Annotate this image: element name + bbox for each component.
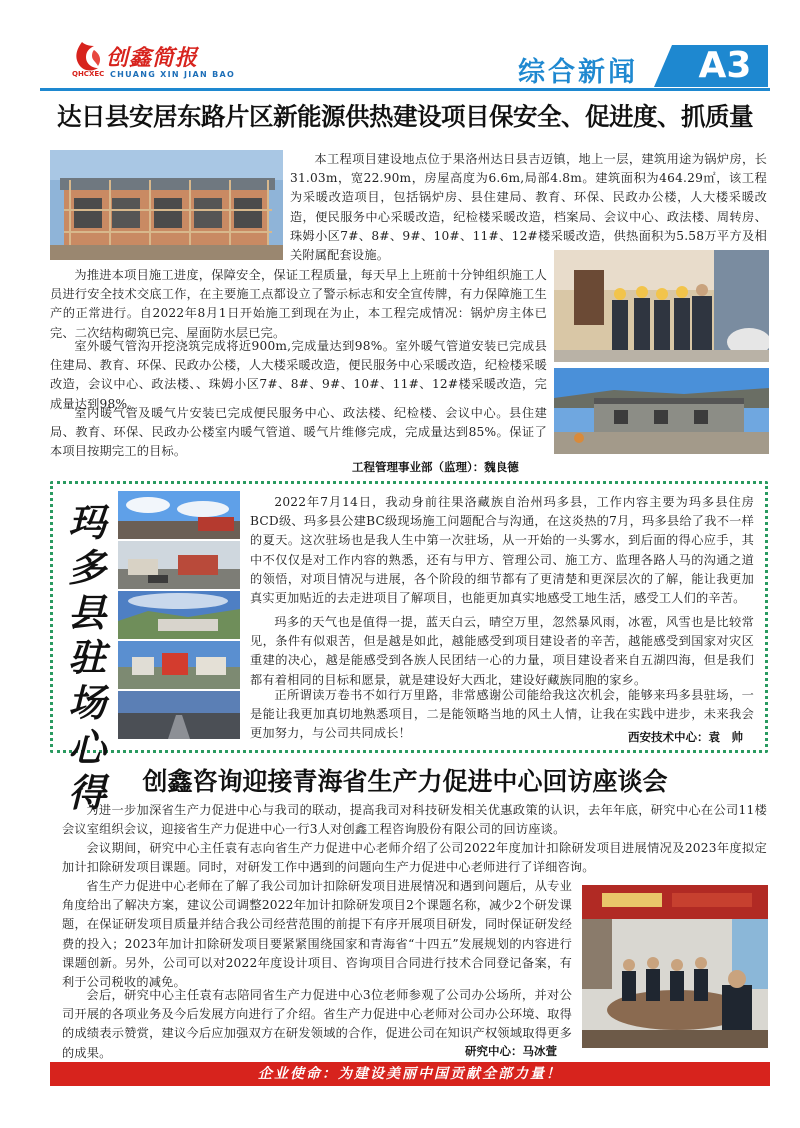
logo-name: 创鑫简报 xyxy=(106,45,199,71)
article3-paragraph-4: 会后，研究中心主任袁有志陪同省生产力促进中心3位老师参观了公司办公场所，并对公司开展的各项业务及今后发展方向进行了介绍。省生产力促进中心老师对公司办公环境、取得的成绩表示赞赏，建议今后应加强双方在研发领域的合作，促进公司在知识产权领域取得更多的成果。 xyxy=(62,988,572,1060)
side-title-char: 多 xyxy=(67,545,106,590)
masthead xyxy=(0,0,800,92)
article1-title: 达日县安居东路片区新能源供热建设项目保安全、促进度、抓质量 xyxy=(57,102,753,131)
side-title-char: 得 xyxy=(67,770,106,815)
article3-title: 创鑫咨询迎接青海省生产力促进中心回访座谈会 xyxy=(142,767,668,796)
section-title: 综合新闻 xyxy=(518,57,638,88)
article2-paragraph-1: 2022年7月14日，我动身前往果洛藏族自治州玛多县，工作内容主要为玛多县住房BCD级、玛多县公建BC级现场施工问题配合与沟通，在这炎热的7月，玛多县给了我不一样的夏天。这次驻场也是我人生中第一次驻场，从一开始的一头雾水，到后面的得心应手，其中不仅仅是对工作内容的熟悉，还有与甲方、管理公司、施工方、监理各路人马的沟通之道的领悟，对项目情况与进展，各个阶段的细节都有了更清楚和更深层次的了解，能让我更加真实更加贴近的去走进项目了解项目，也能更加真实地感受工地生活，感受工人们的辛苦。 xyxy=(250,495,754,606)
article1-author: 工程管理事业部（监理）：魏良德 xyxy=(352,460,519,474)
article1-paragraph-2: 为推进本项目施工进度，保障安全，保证工程质量，每天早上上班前十分钟组织施工人员进行安全技术交底工作，在主要施工点都设立了警示标志和安全宣传牌，有力保障施工生产的正常进行。自2022年8月1日开始施工到现在为止，本工程完成情况：锅炉房主体已完、二次结构砌筑已完、屋面防水层已完。 xyxy=(50,268,547,340)
side-title-char: 玛 xyxy=(67,500,106,545)
side-title-char: 县 xyxy=(67,590,106,635)
article3-paragraph-1: 为进一步加深省生产力促进中心与我司的联动，提高我司对科技研发相关优惠政策的认识，去年年底，研究中心在公司11楼会议室组织会议，迎接省生产力促进中心一行3人对创鑫工程咨询股份有限公司的回访座谈。 xyxy=(62,803,767,837)
maduo-photo-2 xyxy=(118,541,240,589)
maduo-photo-5 xyxy=(118,691,240,739)
article3-paragraph-3: 省生产力促进中心老师在了解了我公司加计扣除研发项目进展情况和遇到问题后，从专业角度给出了解决方案，建议公司调整2022年加计扣除研发项目2个课题名称，减少2个研发课题，在保证研发项目质量并结合我公司经营范围的前提下有序开展项目研发，同时保证研发经费的投入；2023年加计扣除研发项目要紧紧围绕国家和青海省“十四五”发展规划的内容进行课题创新。另外，公司可以对2022年度设计项目、咨询项目合同进行技术合同登记备案，有利于公司税收的减免。 xyxy=(62,879,572,990)
side-title-char: 心 xyxy=(67,725,106,770)
logo-pinyin: CHUANG XIN JIAN BAO xyxy=(110,70,236,79)
article2-paragraph-2: 玛多的天气也是值得一提，蓝天白云，晴空万里，忽然暴风雨，冰雹，风雪也是比较常见，条件有似艰苦，但是越是如此，越能感受到项目建设者的辛苦，越能感受到国家对灾区重建的决心，越是能感受到各族人民团结一心的力量，项目建设者来自五湖四海，但是我们都有着相同的目标和愿景，就是建设好大西北，建设好藏族同胞的家乡。 xyxy=(250,615,754,687)
logo xyxy=(72,40,242,82)
maduo-photo-4 xyxy=(118,641,240,689)
article2-author: 西安技术中心：袁 帅 xyxy=(628,730,743,744)
article3-paragraph-2: 会议期间，研究中心主任袁有志向省生产力促进中心老师介绍了公司2022年度加计扣除研发项目进展情况及2023年度拟定加计扣除研发项目课题。同时，对研发工作中遇到的问题向生产力促进中心老师进行了详细咨询。 xyxy=(62,841,767,875)
footer-slogan: 企业使命：为建设美丽中国贡献全部力量！ xyxy=(258,1066,562,1082)
article1-paragraph-4: 室内暖气管及暖气片安装已完成便民服务中心、政法楼、纪检楼、会议中心。县住建局、教育、环保、民政办公楼室内暖气管道、暖气片维修完成，完成量达到85%。保证了本项目按期完工的目标。 xyxy=(50,406,547,459)
side-title-char: 驻 xyxy=(67,635,106,680)
article2-paragraph-3: 正所谓读万卷书不如行万里路，非常感谢公司能给我这次机会，能够来玛多县驻场，一是能让我更加真切地熟悉项目，二是能领略当地的风土人情，让我在实践中进步，未来我会更加努力，与公司共同成长！ xyxy=(250,688,754,741)
construction-photo xyxy=(50,150,283,260)
maduo-photo-1 xyxy=(118,491,240,539)
maduo-photo-3 xyxy=(118,591,240,639)
workers-photo xyxy=(554,250,769,362)
logo-code: QHCXEC xyxy=(72,70,105,78)
meeting-photo xyxy=(582,885,768,1048)
logo-flame-icon xyxy=(72,40,106,74)
article3-author: 研究中心：马冰萱 xyxy=(465,1044,557,1058)
site-photo xyxy=(554,368,769,454)
article1-intro: 本工程项目建设地点位于果洛州达日县吉迈镇，地上一层，建筑用途为锅炉房，长31.03m，宽22.90m，房屋高度为6.6m,局部4.8m。建筑面积为464.29㎡，该工程为采暖改造项目，包括锅炉房、县住建局、教育、环保、民政办公楼，人大楼采暖改造，便民服务中心采暖改造，纪检楼采暖改造，档案局、会议中心、政法楼、周转房、珠姆小区7#、8#、9#、10#、11#、12#楼采暖改造，供热面积为5.58万平方及相关附属配套设施。 xyxy=(290,152,767,263)
header-rule xyxy=(40,88,770,91)
page-number: A3 xyxy=(698,45,752,86)
article1-paragraph-3: 室外暖气管沟开挖浇筑完成将近900m,完成量达到98%。室外暖气管道安装已完成县住建局、教育、环保、民政办公楼，人大楼采暖改造，便民服务中心采暖改造，纪检楼采暖改造，会议中心、政法楼、、珠姆小区7#、8#、9#、10#、11#、12#楼采暖改造，完成量达到98%。 xyxy=(50,339,547,411)
side-title-char: 场 xyxy=(67,680,106,725)
